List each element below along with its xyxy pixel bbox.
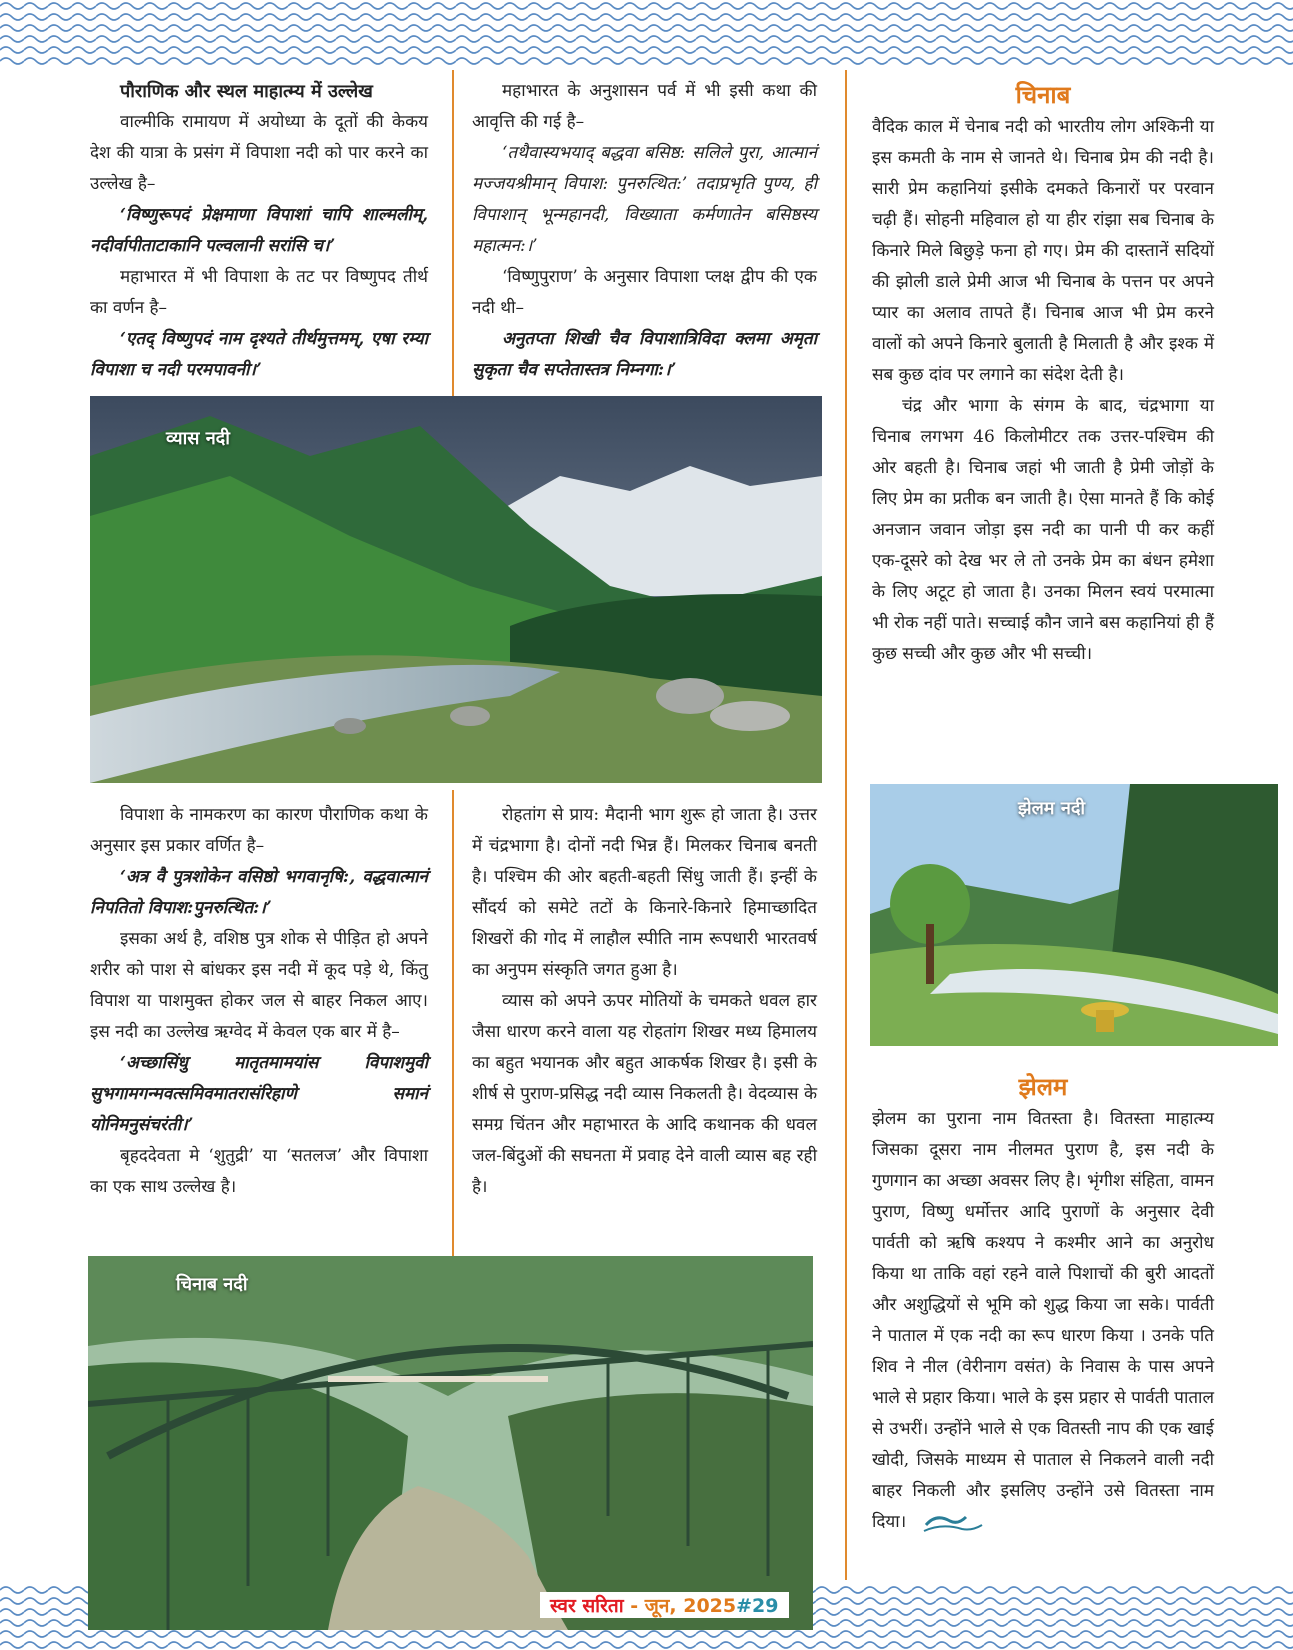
sanskrit-verse: ‘अच्छासिंधु मातृतमामयांस विपाशमुवी सुभगामगन्मवत्समिवमातरासंरिहाणे समानं योनिमनुसंचरंती।’	[90, 1053, 428, 1135]
jhelum-river-illustration	[870, 784, 1278, 1046]
left-column-upper	[90, 76, 428, 386]
page-number: 29	[752, 1595, 779, 1617]
section-title-jhelum: झेलम	[1018, 1073, 1068, 1101]
paragraph: बृहददेवता मे ‘शुतुद्री’ या ‘सतलज’ और विपाशा का एक साथ उल्लेख है।	[90, 1146, 428, 1197]
right-column-lower	[872, 1104, 1214, 1538]
top-wave-border	[0, 0, 1293, 66]
column-rule-left-lower	[452, 790, 454, 1256]
magazine-name: स्वर सरिता	[550, 1595, 624, 1617]
right-column-upper	[872, 112, 1214, 670]
vyas-river-illustration	[90, 396, 822, 783]
paragraph: महाभारत में भी विपाशा के तट पर विष्णुपद तीर्थ का वर्णन है–	[90, 267, 428, 318]
photo-caption: चिनाब नदी	[176, 1274, 248, 1295]
paragraph: महाभारत के अनुशासन पर्व में भी इसी कथा की आवृत्ति की गई है–	[472, 81, 817, 132]
paragraph	[872, 1104, 1214, 1538]
sanskrit-verse: ‘एतद् विष्णुपदं नाम दृश्यते तीर्थमुत्तमम्, एषा रम्या विपाशा च नदी परमपावनी।’	[90, 329, 428, 380]
vyas-river-photo	[90, 396, 822, 783]
paragraph: विपाशा के नामकरण का कारण पौराणिक कथा के अनुसार इस प्रकार वर्णित है–	[90, 805, 428, 856]
page-hash: #	[736, 1595, 753, 1617]
issue-date: - जून, 2025	[623, 1595, 737, 1617]
section-heading: पौराणिक और स्थल माहात्म्य में उल्लेख	[120, 81, 373, 102]
page-footer	[540, 1592, 789, 1618]
paragraph-text: झेलम का पुराना नाम वितस्ता है। वितस्ता माहात्म्य जिसका दूसरा नाम नीलमत पुराण है, इस नदी के गुणगान का अच्छा अवसर लिए है। भृंगीश संहिता, वामन पुराण, विष्णु धर्मोत्तर आदि पुराणों के अनुसार देवी पार्वती को ऋषि कश्यप ने कश्मीर आने का अनुरोध किया था ताकि वहां रहने वाले पिशाचों की बुरी आदतों और अशुद्धियों से भूमि को शुद्ध किया जा सके। पार्वती ने पाताल में एक नदी का रूप धारण किया । उनके पति शिव ने नील (वेरीनाग वसंत) के निवास के पास अपने भाले से प्रहार किया। भाले के इस प्रहार से पार्वती पाताल से उभरीं। उन्होंने भाले से एक वितस्ती नाप की एक खाई खोदी, जिसके माध्यम से पाताल से निकलने वाली नदी बाहर निकली और इसलिए उन्होंने उसे वितस्ता नाम दिया।	[872, 1109, 1214, 1532]
paragraph: व्यास को अपने ऊपर मोतियों के चमकते धवल हार जैसा धारण करने वाला यह रोहतांग शिखर मध्य हिमालय का बहुत भयानक और बहुत आकर्षक शिखर है। इसी के शीर्ष से पुराण-प्रसिद्ध नदी व्यास निकलती है। वेदव्यास के समग्र चिंतन और महाभारत के आदि कथानक की धवल जल-बिंदुओं की सघनता में प्रवाह देने वाली व्यास बह रही है।	[472, 991, 817, 1197]
photo-caption: व्यास नदी	[166, 428, 230, 449]
paragraph: इसका अर्थ है, वशिष्ठ पुत्र शोक से पीड़ित हो अपने शरीर को पाश से बांधकर इस नदी में कूद पड़े थे, किंतु विपाश या पाशमुक्त होकर जल से बाहर निकल आए। इस नदी का उल्लेख ऋग्वेद में केवल एक बार में है–	[90, 929, 428, 1042]
paragraph: वैदिक काल में चेनाब नदी को भारतीय लोग अश्किनी या इस कमती के नाम से जानते थे। चिनाब प्रेम की नदी है। सारी प्रेम कहानियां इसीके दमकते किनारों पर परवान चढ़ी हैं। सोहनी महिवाल हो या हीर रांझा सब चिनाब के किनारे मिले बिछुड़े फना हो गए। प्रेम की दास्तानें सदियों की झोली डाले प्रेमी आज भी चिनाब के पत्तन पर अपने प्यार का अलाव तापते हैं। चिनाब आज भी प्रेम करने वालों को अपने किनारे बुलाती है मिलाती है और इश्क में सब कुछ दांव पर लगाने का संदेश देती है।	[872, 117, 1214, 385]
wave-logo-icon	[922, 1511, 984, 1535]
middle-column-lower	[472, 800, 817, 1203]
chenab-bridge-illustration	[88, 1256, 813, 1630]
chenab-bridge-photo	[88, 1256, 813, 1630]
paragraph: चंद्र और भागा के संगम के बाद, चंद्रभागा या चिनाब लगभग 46 किलोमीटर तक उत्तर-पश्चिम की ओर बहती है। चिनाब जहां भी जाती है प्रेमी जोड़ों के लिए प्रेम का प्रतीक बन जाती है। ऐसा मानते हैं कि कोई अनजान जवान जोड़ा इस नदी का पानी पी कर कहीं एक-दूसरे को देख भर ले तो उनके प्रेम का बंधन हमेशा के लिए अटूट हो जाता है। उनका मिलन स्वयं परमात्मा भी रोक नहीं पाते। सच्चाई कौन जाने बस कहानियां ही हैं कुछ सच्ची और कुछ और भी सच्ची।	[872, 396, 1214, 664]
column-rule-left-upper	[452, 70, 454, 396]
column-rule-right	[845, 70, 847, 1580]
left-column-lower	[90, 800, 428, 1203]
jhelum-river-photo	[870, 784, 1278, 1046]
sanskrit-verse: ‘विष्णुरूपदं प्रेक्षमाणा विपाशां चापि शाल्मलीम्, नदीर्वापीताटाकानि पल्वलानी सरांसि च।’	[90, 205, 428, 256]
sanskrit-verse: ‘अत्र वै पुत्रशोकेन वसिष्ठो भगवानृषि:, वद्धवात्मानं निपतितो विपाश:पुनरुत्थित:।’	[90, 867, 428, 918]
paragraph: रोहतांग से प्राय: मैदानी भाग शुरू हो जाता है। उत्तर में चंद्रभागा है। दोनों नदी भिन्न हैं। मिलकर चिनाब बनती है। पश्चिम की ओर बहती-बहती सिंधु जाती हैं। इन्हीं के सौंदर्य को समेटे तटों के किनारे-किनारे हिमाच्छादित शिखरों की गोद में लाहौल स्पीति नाम रूपधारी भारतवर्ष का अनुपम संस्कृति जगत हुआ है।	[472, 805, 817, 980]
sanskrit-verse: अनुतप्ता शिखी चैव विपाशात्रिविदा क्लमा अमृता सुकृता चैव सप्तेतास्तत्र निम्नगा:।’	[472, 329, 817, 380]
photo-caption: झेलम नदी	[1018, 798, 1086, 819]
paragraph: ‘विष्णुपुराण’ के अनुसार विपाशा प्लक्ष द्वीप की एक नदी थी–	[472, 267, 817, 318]
sanskrit-verse: ‘तथैवास्यभयाद् बद्धवा बसिष्ठ: सलिले पुरा, आत्मानं मज्जयश्रीमान् विपाश: पुनरुत्थित:’ तदाप्रभृति पुण्य, ही विपाशान् भून्महानदी, विख्याता कर्मणातेन बसिष्ठस्य महात्मन:।’	[472, 143, 817, 256]
section-title-chenab: चिनाब	[1015, 81, 1071, 109]
paragraph: वाल्मीकि रामायण में अयोध्या के दूतों की केकय देश की यात्रा के प्रसंग में विपाशा नदी को पार करने का उल्लेख है–	[90, 112, 428, 194]
middle-column-upper	[472, 76, 817, 386]
